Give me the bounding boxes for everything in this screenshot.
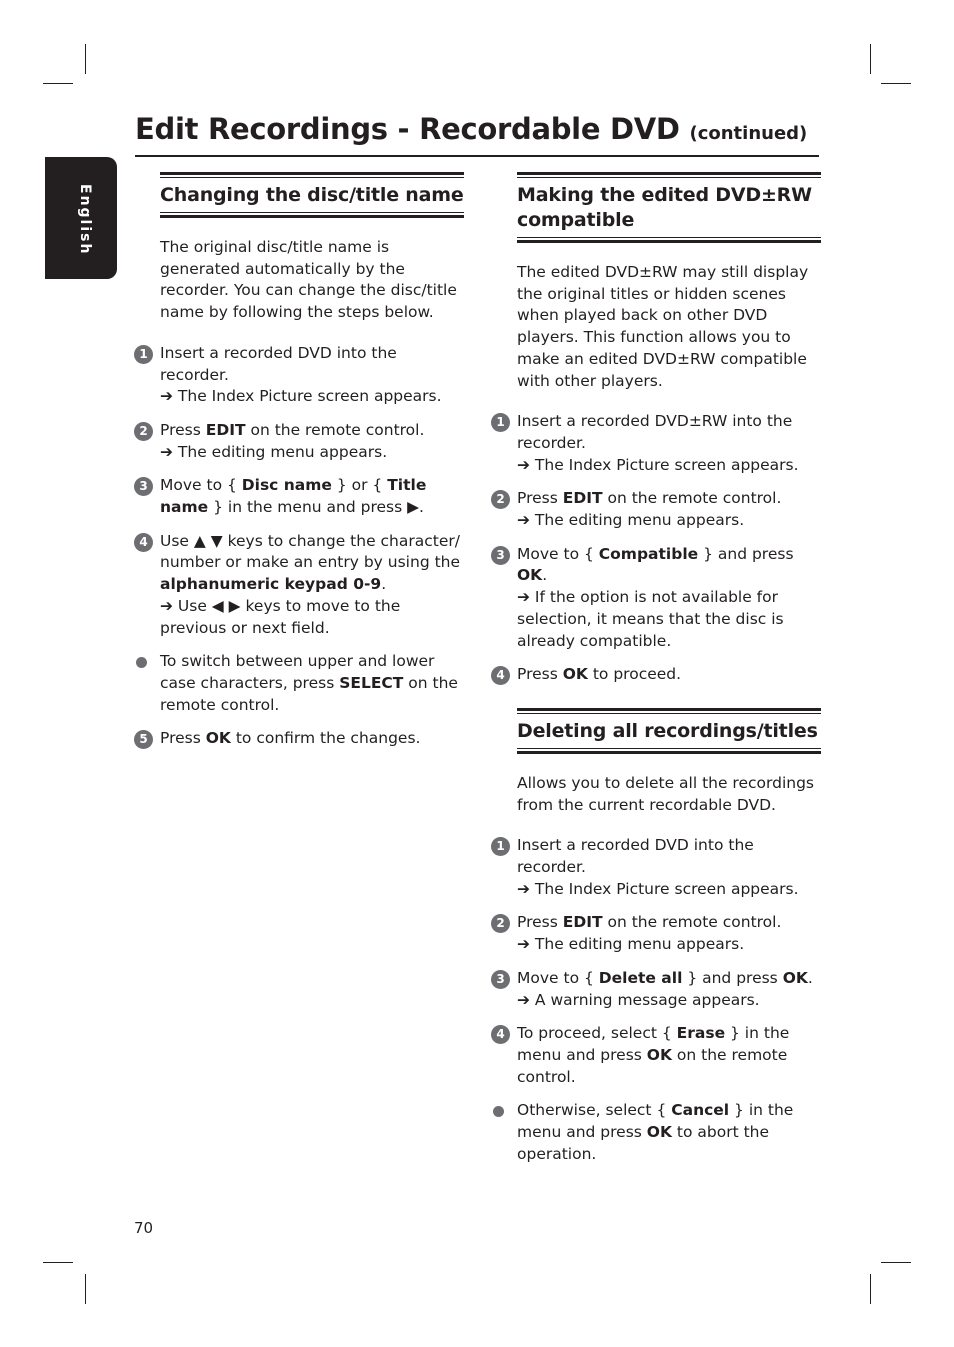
step-item <box>491 664 821 686</box>
section-title: Making the edited DVD±RW compatible <box>517 184 812 231</box>
step-text: Insert a recorded DVD into the recorder. <box>517 836 754 877</box>
page-title <box>135 112 819 146</box>
key-label: alphanumeric keypad 0-9 <box>160 575 382 594</box>
key-label: OK <box>646 1123 672 1142</box>
crop-mark <box>85 1274 86 1304</box>
step-number-badge: 4 <box>491 666 510 685</box>
crop-mark <box>43 83 73 84</box>
key-label: EDIT <box>562 913 603 932</box>
step-number-badge: 1 <box>491 413 510 432</box>
step-text: on the remote control. <box>160 673 458 714</box>
step-number-badge: 1 <box>134 345 153 364</box>
section-title: Deleting all recordings/titles <box>517 719 818 742</box>
section-rule <box>160 212 464 218</box>
step-text: Press <box>160 729 206 748</box>
step-number-badge: 4 <box>134 533 153 552</box>
step-number-badge: 2 <box>491 914 510 933</box>
step-text: to abort the operation. <box>517 1123 770 1163</box>
step-item <box>491 544 821 653</box>
left-column <box>134 172 464 750</box>
step-text: Press <box>517 665 563 684</box>
crop-mark <box>85 44 86 74</box>
bullet-item <box>491 1100 821 1165</box>
step-item <box>491 1023 821 1088</box>
step-result: ➔ A warning message appears. <box>517 990 760 1009</box>
crop-mark <box>881 1262 911 1263</box>
step-text: to confirm the changes. <box>230 729 421 748</box>
step-item <box>491 835 821 900</box>
step-result: ➔ The editing menu appears. <box>517 935 745 954</box>
key-label: Disc name <box>241 476 332 495</box>
bullet-icon <box>493 1106 504 1117</box>
section-header <box>517 172 821 243</box>
step-result: ➔ The editing menu appears. <box>160 442 388 461</box>
step-text: on the remote control. <box>517 1045 788 1086</box>
step-item <box>491 968 821 1011</box>
right-column <box>491 172 821 1166</box>
step-text: on the remote control. <box>245 420 425 439</box>
title-rule <box>135 155 819 157</box>
step-number-badge: 2 <box>491 490 510 509</box>
key-label: OK <box>205 729 231 748</box>
crop-mark <box>43 1262 73 1263</box>
bullet-icon <box>136 657 147 668</box>
step-result: ➔ The editing menu appears. <box>517 511 745 530</box>
bullet-item <box>134 651 464 716</box>
step-result: ➔ The Index Picture screen appears. <box>517 455 799 474</box>
step-text: } and press <box>698 544 794 563</box>
key-label: OK <box>646 1045 672 1064</box>
step-number-badge: 3 <box>134 477 153 496</box>
step-item <box>491 912 821 955</box>
step-text: } or { <box>331 476 388 495</box>
section-title: Changing the disc/title name <box>160 184 464 206</box>
section-rule <box>517 237 821 243</box>
section-header <box>517 708 821 754</box>
key-label: Title name <box>160 476 427 517</box>
key-label: EDIT <box>562 489 603 508</box>
step-item <box>491 488 821 531</box>
step-text: on the remote control. <box>602 489 782 508</box>
step-result: ➔ If the option is not available for selection, it means that the disc is already compatible. <box>517 588 784 650</box>
step-text: . <box>807 968 813 987</box>
step-text: Insert a recorded DVD±RW into the recorder. <box>517 412 793 452</box>
section-header <box>160 172 464 218</box>
step-text: Press <box>517 489 563 508</box>
step-result: ➔ Use ◀ ▶ keys to move to the previous or next field. <box>160 596 401 637</box>
step-result: ➔ The Index Picture screen appears. <box>160 387 442 406</box>
key-label: SELECT <box>339 673 404 692</box>
step-text: on the remote control. <box>602 913 782 932</box>
language-tab <box>45 157 117 279</box>
page-title-text: Edit Recordings - Recordable DVD <box>135 112 680 146</box>
crop-mark <box>881 83 911 84</box>
step-text: . <box>542 566 548 585</box>
step-text: Move to { <box>517 968 599 987</box>
key-label: OK <box>562 665 588 684</box>
step-text: Use ▲ ▼ keys to change the character/ number or make an entry by using the <box>160 531 461 572</box>
step-text: to proceed. <box>587 665 682 684</box>
step-text: Press <box>517 913 563 932</box>
step-number-badge: 3 <box>491 546 510 565</box>
key-label: OK <box>782 968 808 987</box>
step-text: To proceed, select { <box>517 1024 677 1043</box>
key-label: Erase <box>676 1024 726 1043</box>
step-item <box>134 728 464 750</box>
step-text: } in the menu and press ▶. <box>208 498 424 517</box>
step-item <box>134 475 464 518</box>
key-label: Delete all <box>598 968 683 987</box>
step-text: . <box>381 575 387 594</box>
key-label: OK <box>517 566 543 585</box>
key-label: Cancel <box>671 1101 730 1120</box>
step-text: Press <box>160 420 206 439</box>
step-text: Otherwise, select { <box>517 1101 672 1120</box>
section-intro: The edited DVD±RW may still display the original titles or hidden scenes when played back on other DVD players. This function allows you to make an edited DVD±RW compatible with other players. <box>517 263 809 390</box>
step-text: Move to { <box>517 544 599 563</box>
step-result: ➔ The Index Picture screen appears. <box>517 879 799 898</box>
step-number-badge: 4 <box>491 1025 510 1044</box>
section-intro: The original disc/title name is generated automatically by the recorder. You can change the disc/title name by following the steps below. <box>160 238 457 322</box>
crop-mark <box>870 44 871 74</box>
step-item <box>134 420 464 463</box>
language-tab-label: English <box>77 184 93 256</box>
step-number-badge: 3 <box>491 970 510 989</box>
step-number-badge: 5 <box>134 730 153 749</box>
step-text: } and press <box>682 968 783 987</box>
crop-mark <box>870 1274 871 1304</box>
page-number: 70 <box>134 1219 154 1237</box>
page-subtitle: (continued) <box>689 123 808 144</box>
step-text: To switch between upper and lower case characters, press <box>160 652 435 692</box>
step-text: } in the menu and press <box>517 1024 790 1064</box>
key-label: Compatible <box>598 544 699 563</box>
step-text: Move to { <box>160 476 242 495</box>
key-label: EDIT <box>205 420 246 439</box>
step-item <box>491 411 821 476</box>
step-item <box>134 343 464 408</box>
section-intro: Allows you to delete all the recordings from the current recordable DVD. <box>517 773 814 814</box>
section-spacer <box>491 686 821 708</box>
step-text: Insert a recorded DVD into the recorder. <box>160 343 397 384</box>
section-rule <box>517 748 821 754</box>
step-item <box>134 531 464 640</box>
step-text: } in the menu and press <box>517 1101 794 1142</box>
step-number-badge: 1 <box>491 837 510 856</box>
step-number-badge: 2 <box>134 422 153 441</box>
